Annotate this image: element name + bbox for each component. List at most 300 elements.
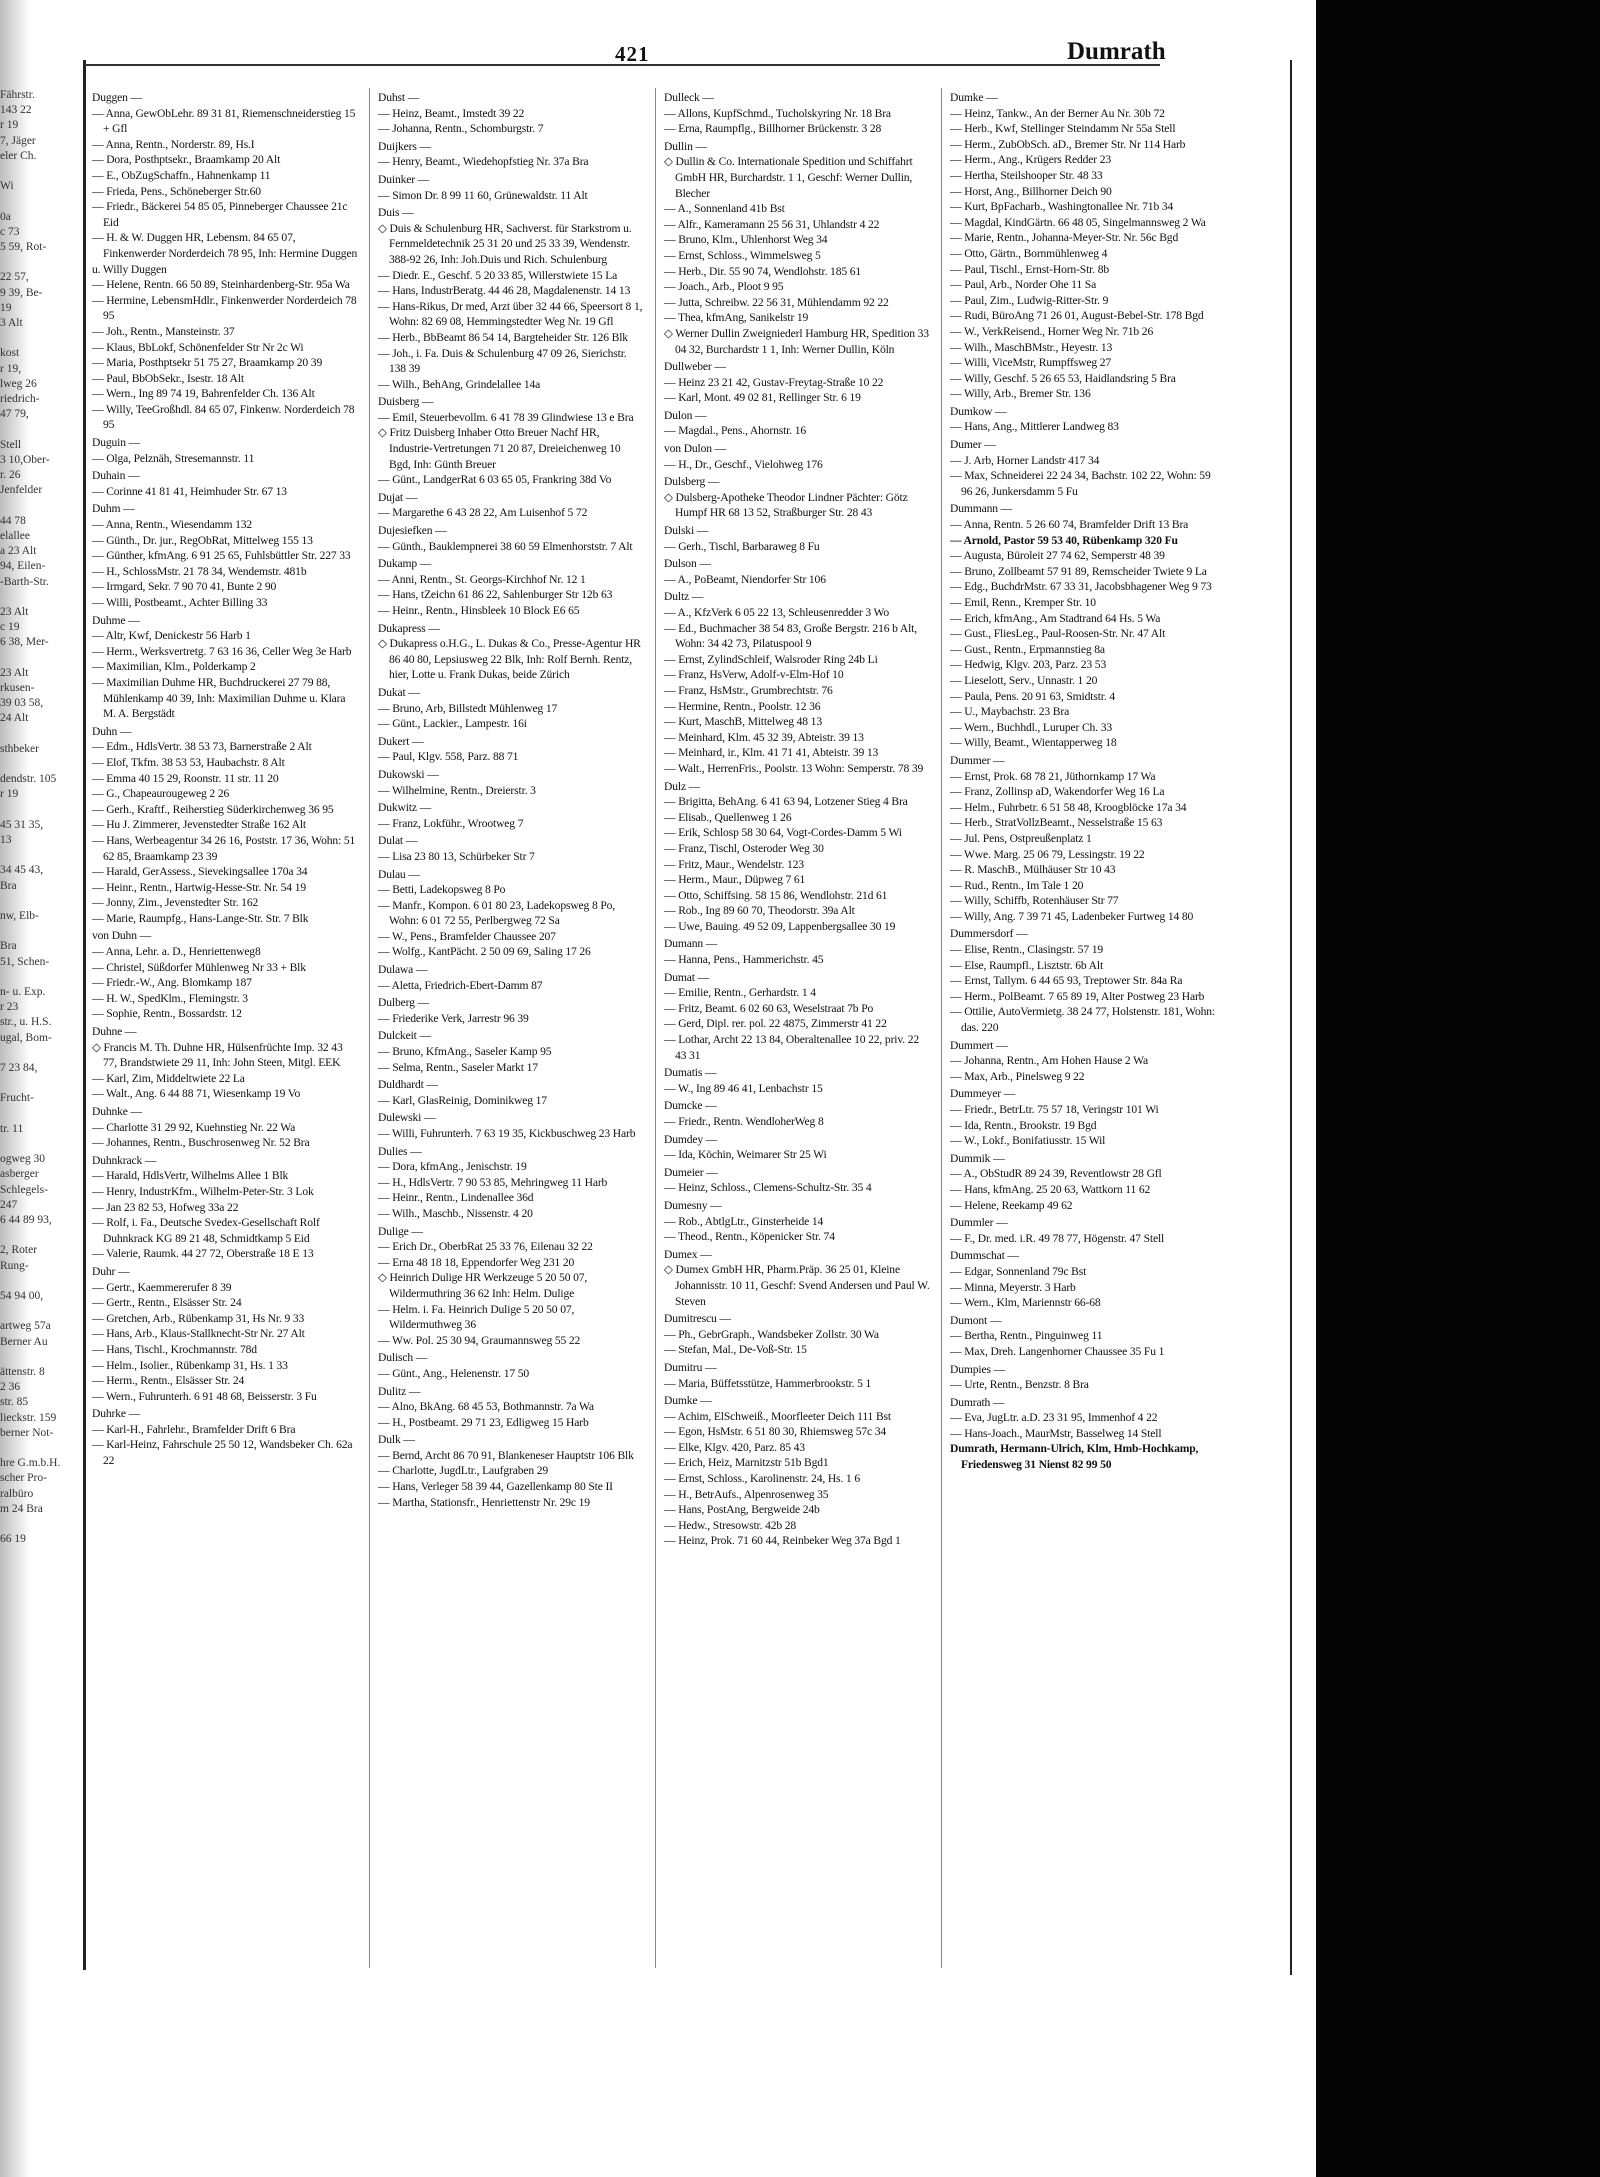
previous-page-line — [0, 164, 78, 179]
previous-page-line: 34 45 43, — [0, 864, 44, 877]
directory-entry: — J. Arb, Horner Landstr 417 34 — [950, 453, 1100, 467]
surname-heading: Dulson — — [664, 557, 711, 571]
directory-entry: — A., Sonnenland 41b Bst — [664, 202, 785, 216]
directory-entry: — Emilie, Rentn., Gerhardstr. 1 4 — [664, 986, 816, 1000]
previous-page-line — [0, 757, 78, 772]
directory-entry: — Elise, Rentn., Clasingstr. 57 19 — [950, 943, 1104, 957]
directory-entry: — Erich, Heiz, Marnitzstr 51b Bgd1 — [664, 1456, 829, 1470]
directory-entry: — Lisa 23 80 13, Schürbeker Str 7 — [378, 849, 535, 863]
directory-entry: — Paul, Arb., Norder Ohe 11 Sa — [950, 278, 1097, 292]
directory-entry: — Manfr., Kompon. 6 01 80 23, Ladekopsweg 8 Po, Wohn: 6 01 72 55, Perlbergweg 72 Sa — [378, 898, 616, 928]
surname-heading: Duhne — — [92, 1025, 137, 1039]
surname-heading: Dumann — — [664, 937, 718, 951]
previous-page-line — [0, 331, 78, 346]
directory-entry: — Magdal., Pens., Ahornstr. 16 — [664, 424, 807, 438]
directory-entry: — Willy, Schiffb, Rotenhäuser Str 77 — [950, 894, 1119, 908]
directory-entry: — Johanna, Rentn., Am Hohen Hause 2 Wa — [950, 1054, 1148, 1068]
directory-entry: — Wilh., Maschb., Nissenstr. 4 20 — [378, 1206, 533, 1220]
directory-entry: — Rob., AbtlgLtr., Ginsterheide 14 — [664, 1214, 824, 1228]
running-head: Dumrath — [1067, 38, 1166, 65]
previous-page-line: Rung- — [0, 1259, 29, 1272]
directory-entry: — Helene, Rentn. 66 50 89, Steinhardenberg-Str. 95a Wa — [92, 278, 350, 292]
surname-heading: Dulitz — — [378, 1384, 421, 1398]
directory-entry: — Herm., Ang., Krügers Redder 23 — [950, 153, 1112, 167]
scan-black-border — [1316, 0, 1600, 2177]
previous-page-line: 9 39, Be- — [0, 286, 43, 299]
surname-heading: Dummersdorf — — [950, 927, 1028, 941]
directory-entry: — Dora, kfmAng., Jenischstr. 19 — [378, 1160, 527, 1174]
previous-page-line: m 24 Bra — [0, 1502, 43, 1515]
directory-entry: — Hans, Ang., Mittlerer Landweg 83 — [950, 420, 1119, 434]
directory-entry: — Gerh., Kraftf., Reiherstieg Süderkirchenweg 36 95 — [92, 802, 334, 816]
previous-page-line: Schlegels- — [0, 1183, 48, 1196]
directory-entry: ◇ Duis & Schulenburg HR, Sachverst. für Starkstrom u. Fernmeldetechnik 25 31 20 und 25 33 39, Wendenstr. 388-92 26, Inh: Joh.Duis und Rich. Schulenburg — [378, 221, 632, 266]
directory-entry: — Simon Dr. 8 99 11 60, Grünewaldstr. 11 Alt — [378, 188, 588, 202]
directory-entry: — Allons, KupfSchmd., Tucholskyring Nr. 18 Bra — [664, 106, 891, 120]
previous-page-line: 66 19 — [0, 1533, 26, 1546]
directory-entry: — Günther, kfmAng. 6 91 25 65, Fuhlsbüttler Str. 227 33 — [92, 549, 351, 563]
previous-page-line: scher Pro- — [0, 1472, 47, 1485]
previous-page-line — [0, 1350, 78, 1365]
previous-page-line — [0, 894, 78, 909]
directory-entry: — Paul, Tischl., Ernst-Horn-Str. 8b — [950, 262, 1110, 276]
directory-entry: — Günth., Dr. jur., RegObRat, Mittelweg 155 13 — [92, 533, 313, 547]
directory-entry: — H. & W. Duggen HR, Lebensm. 84 65 07, Finkenwerder Norderdeich 78 95, Inh: Hermine Duggen — [92, 231, 358, 260]
directory-entry: — Diedr. E., Geschf. 5 20 33 85, Willerstwiete 15 La — [378, 268, 618, 282]
surname-heading: Duggen — — [92, 91, 142, 104]
directory-entry: — Wern., Ing 89 74 19, Bahrenfelder Ch. 136 Alt — [92, 387, 315, 401]
previous-page-line: 19 — [0, 301, 12, 314]
directory-entry: — F., Dr. med. i.R. 49 78 77, Högenstr. 47 Stell — [950, 1231, 1165, 1245]
directory-entry: — Fritz, Maur., Wendelstr. 123 — [664, 857, 804, 871]
directory-entry: ◇ Fritz Duisberg Inhaber Otto Breuer Nachf HR, Industrie-Vertretungen 71 20 87, Dreieichenweg 10 Bgd, Inh: Günth Breuer — [378, 426, 621, 471]
directory-entry: — Bruno, Arb, Billstedt Mühlenweg 17 — [378, 701, 558, 715]
column-separator — [941, 88, 942, 1968]
directory-entry: — Erich Dr., OberbRat 25 33 76, Eilenau 32 22 — [378, 1240, 593, 1254]
surname-heading: Dulawa — — [378, 963, 428, 977]
previous-page-line — [0, 1517, 78, 1532]
directory-entry: — Hans, kfmAng. 25 20 63, Wattkorn 11 62 — [950, 1182, 1151, 1196]
directory-entry: — Karl-H., Fahrlehr., Bramfelder Drift 6 Bra — [92, 1422, 296, 1436]
directory-entry: — Anna, GewObLehr. 89 31 81, Riemenschneiderstieg 15 + Gfl — [92, 106, 356, 136]
directory-entry: — Herm., Rentn., Elsässer Str. 24 — [92, 1374, 245, 1388]
previous-page-line: Jenfelder — [0, 484, 43, 497]
surname-heading: Dulige — — [378, 1224, 423, 1238]
directory-entry: — Wwe. Marg. 25 06 79, Lessingstr. 19 22 — [950, 847, 1145, 861]
directory-entry: — Margarethe 6 43 28 22, Am Luisenhof 5 72 — [378, 506, 588, 520]
directory-entry: — Herm., ZubObSch. aD., Bremer Str. Nr 114 Harb — [950, 137, 1186, 151]
previous-page-line: a 23 Alt — [0, 545, 37, 558]
surname-heading: Dumitru — — [664, 1360, 717, 1374]
directory-entry: — Hermine, LebensmHdlr., Finkenwerder Norderdeich 78 95 — [92, 293, 357, 323]
previous-page-line: rkusen- — [0, 681, 35, 694]
surname-heading: Dultz — — [664, 590, 704, 604]
directory-entry: — Elof, Tkfm. 38 53 53, Haubachstr. 8 Alt — [92, 755, 285, 769]
previous-page-line: 94, Eilen- — [0, 560, 46, 573]
directory-entry: — Ernst, Tallym. 6 44 65 93, Treptower Str. 84a Ra — [950, 974, 1183, 988]
directory-entry: — Bruno, Klm., Uhlenhorst Weg 34 — [664, 233, 828, 247]
directory-entry: — H., Dr., Geschf., Vielohweg 176 — [664, 457, 823, 471]
previous-page-line: 2 36 — [0, 1381, 21, 1394]
directory-entry: — Hans, Verleger 58 39 44, Gazellenkamp 80 Ste II — [378, 1480, 613, 1494]
column-separator — [655, 88, 656, 1968]
directory-entry: — Thea, kfmAng, Sanikelstr 19 — [664, 311, 809, 325]
directory-entry: — Emma 40 15 29, Roonstr. 11 str. 11 20 — [92, 771, 279, 785]
surname-heading: Dumex — — [664, 1247, 712, 1261]
directory-entry: — Theod., Rentn., Köpenicker Str. 74 — [664, 1230, 835, 1244]
directory-entry: — Ed., Buchmacher 38 54 83, Große Bergstr. 216 b Alt, Wohn: 34 42 73, Pilatuspool 9 — [664, 621, 917, 651]
directory-entry: ◇ Dullin & Co. Internationale Spedition und Schiffahrt GmbH HR, Burchardstr. 1 1, Geschf: Werner Dullin, Blecher — [664, 155, 913, 200]
directory-entry: — Günt., Ang., Helenenstr. 17 50 — [378, 1366, 530, 1380]
directory-entry: — Ernst, Schloss., Wimmelsweg 5 — [664, 248, 821, 262]
surname-heading: Duguin — — [92, 436, 141, 450]
directory-entry: — Irmgard, Sekr. 7 90 70 41, Bunte 2 90 — [92, 580, 277, 594]
previous-page-line: ralbüro — [0, 1487, 34, 1500]
directory-entry: — Paul, Zim., Ludwig-Ritter-Str. 9 — [950, 293, 1109, 307]
directory-entry: — Wern., Fuhrunterh. 6 91 48 68, Beisserstr. 3 Fu — [92, 1389, 317, 1403]
directory-entry: — Franz, HsVerw, Adolf-v-Elm-Hof 10 — [664, 668, 844, 682]
surname-heading: Dumat — — [664, 970, 709, 984]
surname-heading: Duhn — — [92, 724, 132, 738]
previous-page-line — [0, 1076, 78, 1091]
directory-entry: ◇ Dukapress o.H.G., L. Dukas & Co., Presse-Agentur HR 86 40 80, Lepsiusweg 22 Blk, Inh: Rolf Bernh. Rentz, hier, Lotte u. Frank Dukas, beide Zürich — [378, 637, 641, 682]
directory-entry: — Uwe, Bauing. 49 52 09, Lappenbergsallee 30 19 — [664, 919, 896, 933]
directory-entry: — Aletta, Friedrich-Ebert-Damm 87 — [378, 978, 543, 992]
directory-entry: — Hertha, Steilshooper Str. 48 33 — [950, 168, 1103, 182]
surname-heading: Dummik — — [950, 1151, 1005, 1165]
previous-page-line: str. 85 — [0, 1396, 29, 1409]
directory-entry: — Hans, IndustrBeratg. 44 46 28, Magdalenenstr. 14 13 — [378, 284, 631, 298]
previous-page-line — [0, 727, 78, 742]
directory-entry: — Anna, Rentn. 5 26 60 74, Bramfelder Drift 13 Bra — [950, 518, 1189, 532]
directory-entry: — Lothar, Archt 22 13 84, Oberaltenallee 10 22, priv. 22 43 31 — [664, 1033, 920, 1062]
directory-entry: — Elisab., Quellenweg 1 26 — [664, 810, 792, 824]
previous-page-line: 54 94 00, — [0, 1290, 44, 1303]
directory-entry: — Paula, Pens. 20 91 63, Smidtstr. 4 — [950, 689, 1115, 703]
previous-page-line: 7, Jäger — [0, 134, 36, 147]
surname-heading: Duhr — — [92, 1264, 130, 1278]
previous-page-line: r 19, — [0, 362, 22, 375]
directory-entry: — Wilh., MaschBMstr., Heyestr. 13 — [950, 340, 1113, 354]
surname-heading: Dummer — — [950, 753, 1005, 767]
directory-entry: — U., Maybachstr. 23 Bra — [950, 705, 1070, 719]
previous-page-line — [0, 970, 78, 985]
directory-entry: — Karl-Heinz, Fahrschule 25 50 12, Wandsbeker Ch. 62a 22 — [92, 1438, 353, 1468]
surname-heading: Dulsberg — — [664, 475, 720, 489]
directory-entry: — Joh., Rentn., Mansteinstr. 37 — [92, 324, 235, 338]
surname-heading: Dumatis — — [664, 1066, 717, 1080]
previous-page-edge — [0, 88, 78, 1958]
surname-heading: Dulau — — [378, 867, 420, 881]
directory-entry: — Rolf, i. Fa., Deutsche Svedex-Gesellschaft Rolf Duhnkrack KG 89 21 48, Schmidtkamp 5 Eid — [92, 1216, 320, 1245]
directory-entry: — Karl, Mont. 49 02 81, Rellinger Str. 6 19 — [664, 391, 861, 405]
directory-entry: ◇ Heinrich Dulige HR Werkzeuge 5 20 50 07, Wildermuthring 36 62 Inh: Helm. Dulige — [378, 1271, 588, 1300]
page-number: 421 — [615, 42, 650, 66]
directory-entry: — Friederike Verk, Jarrestr 96 39 — [378, 1011, 529, 1025]
directory-entry: — Jutta, Schreibw. 22 56 31, Mühlendamm 92 22 — [664, 295, 889, 309]
directory-entry: — Hedwig, Klgv. 203, Parz. 23 53 — [950, 658, 1107, 672]
directory-entry: — Erich, kfmAng., Am Stadtrand 64 Hs. 5 Wa — [950, 611, 1161, 625]
previous-page-line: 22 57, — [0, 271, 29, 284]
directory-entry: — Urte, Rentn., Benzstr. 8 Bra — [950, 1378, 1089, 1392]
previous-page-line — [0, 498, 78, 513]
previous-page-line: r. 26 — [0, 469, 21, 482]
directory-entry: — Hermine, Rentn., Poolstr. 12 36 — [664, 699, 821, 713]
directory-entry: — H. W., SpedKlm., Flemingstr. 3 — [92, 991, 248, 1005]
directory-entry: — Gerh., Tischl, Barbaraweg 8 Fu — [664, 539, 820, 553]
previous-page-line: c 73 — [0, 225, 20, 238]
previous-page-line — [0, 1228, 78, 1243]
previous-page-line — [0, 194, 78, 209]
directory-entry: — Frieda, Pens., Schöneberger Str.60 — [92, 184, 261, 198]
directory-entry: — Heinr., Rentn., Lindenallee 36d — [378, 1191, 534, 1205]
directory-entry: — Günt., Lackier., Lampestr. 16i — [378, 717, 527, 731]
surname-heading: Dullin — — [664, 139, 707, 153]
directory-entry: — Bertha, Rentn., Pinguinweg 11 — [950, 1329, 1103, 1343]
directory-entry: — Willi, ViceMstr, Rumpffsweg 27 — [950, 356, 1112, 370]
previous-page-line: -Barth-Str. — [0, 575, 49, 588]
directory-entry: — Friedr., BetrLtr. 75 57 18, Veringstr 101 Wi — [950, 1103, 1159, 1116]
directory-entry: — Ph., GebrGraph., Wandsbeker Zollstr. 30 Wa — [664, 1327, 879, 1341]
previous-page-line — [0, 651, 78, 666]
surname-heading: Dukamp — — [378, 557, 432, 571]
previous-page-line: r 19 — [0, 788, 19, 801]
directory-entry: — Hans, Tischl., Krochmannstr. 78d — [92, 1342, 257, 1356]
surname-heading: Duhst — — [378, 91, 420, 104]
directory-entry: — Wern., Buchhdl., Luruper Ch. 33 — [950, 720, 1112, 734]
directory-entry: — Rud., Rentn., Im Tale 1 20 — [950, 878, 1084, 892]
directory-entry: — Paul, BbObSekr., Isestr. 18 Alt — [92, 371, 244, 385]
directory-entry: — Minna, Meyerstr. 3 Harb — [950, 1280, 1076, 1294]
directory-entry: — Sophie, Rentn., Bossardstr. 12 — [92, 1007, 242, 1021]
previous-page-line — [0, 1441, 78, 1456]
directory-entry: — Elke, Klgv. 420, Parz. 85 43 — [664, 1440, 805, 1454]
directory-entry: — Ida, Rentn., Brookstr. 19 Bgd — [950, 1118, 1097, 1132]
directory-entry: — Lieselott, Serv., Unnastr. 1 20 — [950, 673, 1098, 687]
directory-entry: — Egon, HsMstr. 6 51 80 30, Rhiemsweg 57c 34 — [664, 1425, 887, 1439]
previous-page-line: 39 03 58, — [0, 697, 44, 710]
directory-entry: — Heinz, Tankw., An der Berner Au Nr. 30b 72 — [950, 106, 1165, 120]
surname-heading: Dumesny — — [664, 1198, 722, 1212]
directory-entry: u. Willy Duggen — [92, 262, 167, 276]
surname-heading: Dujat — — [378, 490, 418, 504]
directory-entry: — Marie, Rentn., Johanna-Meyer-Str. Nr. 56c Bgd — [950, 231, 1179, 245]
surname-heading: Dulon — — [664, 408, 707, 422]
directory-entry: — Heinz 23 21 42, Gustav-Freytag-Straße 10 22 — [664, 375, 884, 389]
previous-page-line: r 23 — [0, 1001, 19, 1014]
previous-page-line: 7 23 84, — [0, 1062, 38, 1074]
directory-entry: — H., SchlossMstr. 21 78 34, Wendemstr. 481b — [92, 564, 307, 578]
previous-page-line: sthbeker — [0, 742, 39, 755]
previous-page-line: 6 38, Mer- — [0, 636, 49, 649]
surname-heading: Dukwitz — — [378, 801, 432, 815]
directory-entry: — Willy, TeeGroßhdl. 84 65 07, Finkenw. Norderdeich 78 95 — [92, 402, 355, 432]
surname-heading: Dulisch — — [378, 1351, 428, 1365]
surname-heading: Dujesiefken — — [378, 524, 447, 538]
directory-entry: ◇ Dulsberg-Apotheke Theodor Lindner Pächter: Götz Humpf HR 68 13 52, Straßburger Str. 28 43 — [664, 490, 908, 520]
directory-entry: — Magdal, KindGärtn. 66 48 05, Singelmannsweg 2 Wa — [950, 215, 1206, 229]
surname-heading: Dummler — — [950, 1216, 1008, 1230]
directory-entry: — Arnold, Pastor 59 53 40, Rübenkamp 320 Fu — [950, 533, 1178, 547]
directory-entry: — Bruno, KfmAng., Saseler Kamp 95 — [378, 1045, 552, 1059]
directory-entry: — Achim, ElSchweiß., Moorfleeter Deich 111 Bst — [664, 1409, 891, 1423]
directory-entry: — Else, Raumpfl., Lisztstr. 6b Alt — [950, 958, 1104, 972]
surname-heading: Dumcke — — [664, 1099, 717, 1113]
directory-entry: — Augusta, Büroleit 27 74 62, Semperstr 48 39 — [950, 549, 1165, 563]
previous-page-line: berner Not- — [0, 1426, 54, 1439]
directory-entry: — A., KfzVerk 6 05 22 13, Schleusenredder 3 Wo — [664, 606, 890, 619]
previous-page-line — [0, 1107, 78, 1122]
surname-heading: Duhnke — — [92, 1105, 142, 1118]
directory-entry: Dumrath, Hermann-Ulrich, Klm, Hmb-Hochkamp, Friedensweg 31 Nienst 82 99 50 — [950, 1442, 1199, 1472]
directory-entry: — Ida, Köchin, Weimarer Str 25 Wi — [664, 1148, 827, 1162]
previous-page-line — [0, 1304, 78, 1319]
directory-entry: — Edm., HdlsVertr. 38 53 73, Barnerstraße 2 Alt — [92, 740, 312, 754]
directory-entry: — Ernst, Schloss., Karolinenstr. 24, Hs. 1 6 — [664, 1472, 860, 1486]
directory-entry: — Anni, Rentn., St. Georgs-Kirchhof Nr. 12 1 — [378, 572, 586, 586]
directory-entry: — Heinz, Beamt., Imstedt 39 22 — [378, 106, 525, 120]
directory-entry: — A., PoBeamt, Niendorfer Str 106 — [664, 572, 826, 586]
directory-entry: — Brigitta, BehAng. 6 41 63 94, Lotzener Stieg 4 Bra — [664, 795, 908, 809]
directory-column-1 — [92, 88, 358, 1968]
previous-page-line: ugal, Bom- — [0, 1031, 52, 1044]
directory-entry: — Wilh., BehAng, Grindelallee 14a — [378, 377, 541, 391]
directory-entry: — Herb., Kwf, Stellinger Steindamm Nr 55a Stell — [950, 122, 1176, 136]
directory-entry: — Franz, HsMstr., Grumbrechtstr. 76 — [664, 683, 833, 697]
previous-page-line — [0, 1274, 78, 1289]
directory-entry: — Wern., Klm, Mariennstr 66-68 — [950, 1296, 1101, 1310]
directory-entry: — Bruno, Zollbeamt 57 91 89, Remscheider Twiete 9 La — [950, 564, 1207, 578]
directory-entry: — Herb., Dir. 55 90 74, Wendlohstr. 185 61 — [664, 264, 862, 278]
directory-entry: — Joh., i. Fa. Duis & Schulenburg 47 09 26, Sierichstr. 138 39 — [378, 346, 627, 376]
directory-entry: — Erna, Raumpflg., Billhorner Brückenstr. 3 28 — [664, 122, 882, 136]
directory-entry: — Selma, Rentn., Saseler Markt 17 — [378, 1060, 538, 1074]
directory-entry: — Günth., Bauklempnerei 38 60 59 Elmenhorststr. 7 Alt — [378, 539, 633, 553]
surname-heading: Dulies — — [378, 1144, 422, 1158]
directory-entry: — Emil, Steuerbevollm. 6 41 78 39 Glindwiese 13 e Bra — [378, 410, 634, 424]
directory-entry: — Altr, Kwf, Denickestr 56 Harb 1 — [92, 629, 251, 643]
surname-heading: Dulk — — [378, 1433, 415, 1447]
surname-heading: Duinker — — [378, 172, 430, 186]
directory-entry: — Günt., LandgerRat 6 03 65 05, Frankring 38d Vo — [378, 473, 612, 487]
directory-entry: — Edgar, Sonnenland 79c Bst — [950, 1264, 1087, 1278]
directory-entry: — Erna 48 18 18, Eppendorfer Weg 231 20 — [378, 1255, 575, 1269]
surname-heading: Dulski — — [664, 524, 709, 538]
directory-entry: — Helm., Fuhrbetr. 6 51 58 48, Kroogblöcke 17a 34 — [950, 800, 1187, 814]
previous-page-line: Frucht- — [0, 1092, 34, 1105]
surname-heading: Duldhardt — — [378, 1078, 438, 1092]
directory-entry: — W., Lokf., Bonifatiusstr. 15 Wil — [950, 1134, 1106, 1148]
previous-page-line: hre G.m.b.H. — [0, 1457, 61, 1470]
directory-entry: — Max, Arb., Pinelsweg 9 22 — [950, 1069, 1085, 1083]
directory-entry: — Franz, Lokführ., Wrootweg 7 — [378, 816, 524, 830]
surname-heading: Dulewski — — [378, 1111, 436, 1125]
previous-page-line: 51, Schen- — [0, 955, 50, 968]
directory-entry: — H., Postbeamt. 29 71 23, Edligweg 15 Harb — [378, 1415, 589, 1429]
directory-entry: — Jan 23 82 53, Hofweg 33a 22 — [92, 1200, 239, 1214]
directory-entry: — Johanna, Rentn., Schomburgstr. 7 — [378, 122, 544, 136]
previous-page-line: n- u. Exp. — [0, 985, 46, 998]
directory-entry: — Jul. Pens, Ostpreußenplatz 1 — [950, 831, 1092, 845]
directory-entry: — Hans, Werbeagentur 34 26 16, Poststr. 17 36, Wohn: 51 62 85, Braamkamp 23 39 — [92, 833, 356, 863]
previous-page-line: 5 59, Rot- — [0, 241, 47, 254]
previous-page-line — [0, 590, 78, 605]
surname-heading: Dulz — — [664, 779, 701, 793]
previous-page-line: r 19 — [0, 119, 19, 132]
directory-entry: — Willi, Fuhrunterh. 7 63 19 35, Kickbuschweg 23 Harb — [378, 1127, 636, 1140]
directory-entry: — Walt., Ang. 6 44 88 71, Wiesenkamp 19 Vo — [92, 1087, 301, 1101]
directory-entry: — Herm., PolBeamt. 7 65 89 19, Alter Postweg 23 Harb — [950, 989, 1205, 1003]
directory-entry: — Wolfg., KantPächt. 2 50 09 69, Saling 17 26 — [378, 945, 591, 959]
surname-heading: Dukapress — — [378, 621, 440, 635]
previous-page-line — [0, 803, 78, 818]
directory-entry: — Betti, Ladekopsweg 8 Po — [378, 883, 506, 897]
previous-page-line: lieckstr. 159 — [0, 1411, 57, 1424]
directory-entry: — W., Pens., Bramfelder Chaussee 207 — [378, 929, 556, 943]
previous-page-line: 24 Alt — [0, 712, 29, 725]
directory-entry: — Willy, Ang. 7 39 71 45, Ladenbeker Furtweg 14 80 — [950, 909, 1194, 923]
directory-entry: — Rob., Ing 89 60 70, Theodorstr. 39a Alt — [664, 904, 855, 918]
surname-heading: Duhrke — — [92, 1407, 141, 1421]
previous-page-line: artweg 57a — [0, 1320, 51, 1333]
previous-page-line: riedrich- — [0, 393, 40, 406]
directory-entry: — Erik, Schlosp 58 30 64, Vogt-Cordes-Damm 5 Wi — [664, 826, 902, 840]
directory-entry: — Meinhard, ir., Klm. 41 71 41, Abteistr. 39 13 — [664, 746, 879, 760]
directory-column-4 — [950, 88, 1216, 1968]
directory-entry: — A., ObStudR 89 24 39, Reventlowstr 28 Gfl — [950, 1167, 1162, 1181]
directory-entry: — E., ObZugSchaffn., Hahnenkamp 11 — [92, 168, 271, 182]
directory-entry: — H., HdlsVertr. 7 90 53 85, Mehringweg 11 Harb — [378, 1175, 608, 1189]
surname-heading: Dumitrescu — — [664, 1312, 731, 1326]
directory-entry: — Paul, Klgv. 558, Parz. 88 71 — [378, 750, 519, 764]
directory-entry: — Walt., HerrenFris., Poolstr. 13 Wohn: Semperstr. 78 39 — [664, 761, 924, 775]
directory-entry: — Emil, Renn., Kremper Str. 10 — [950, 596, 1096, 609]
directory-entry: — Karl, GlasReinig, Dominikweg 17 — [378, 1093, 547, 1107]
previous-page-line: kost — [0, 347, 20, 360]
surname-heading: Dullweber — — [664, 360, 726, 374]
directory-entry: — Anna, Rentn., Norderstr. 89, Hs.I — [92, 137, 255, 151]
directory-entry: — Anna, Lehr. a. D., Henriettenweg8 — [92, 945, 261, 959]
directory-entry: — Meinhard, Klm. 45 32 39, Abteistr. 39 13 — [664, 730, 864, 744]
previous-page-line: asberger — [0, 1168, 39, 1181]
previous-page-line: Bra — [0, 879, 17, 892]
previous-page-line: 6 44 89 93, — [0, 1214, 52, 1227]
directory-entry: — Hans, PostAng, Bergweide 24b — [664, 1503, 820, 1517]
directory-entry: — Hans, Arb., Klaus-Stallknecht-Str Nr. 27 Alt — [92, 1327, 305, 1341]
directory-entry: — Friedr., Rentn. WendloherWeg 8 — [664, 1115, 824, 1128]
directory-entry: — Willy, Beamt., Wientapperweg 18 — [950, 736, 1117, 750]
surname-heading: Dummeyer — — [950, 1087, 1016, 1101]
directory-entry: — Willy, Geschf. 5 26 65 53, Haidlandsring 5 Bra — [950, 371, 1176, 385]
surname-heading: Duijkers — — [378, 139, 431, 153]
surname-heading: Dumke — — [950, 91, 998, 104]
directory-entry: — Stefan, Mal., De-Voß-Str. 15 — [664, 1343, 807, 1357]
directory-entry: — G., Chapeaurougeweg 2 26 — [92, 787, 230, 801]
surname-heading: Dumke — — [664, 1394, 712, 1408]
directory-entry: — Bernd, Archt 86 70 91, Blankeneser Hauptstr 106 Blk — [378, 1448, 634, 1462]
directory-entry: — Hedw., Stresowstr. 42b 28 — [664, 1518, 797, 1532]
previous-page-line: 143 22 — [0, 104, 32, 117]
directory-entry: — Gerd, Dipl. rer. pol. 22 4875, Zimmerstr 41 22 — [664, 1017, 887, 1031]
previous-page-line: Berner Au — [0, 1335, 48, 1348]
surname-heading: Duhain — — [92, 469, 140, 483]
directory-entry: — R. MaschB., Mülhäuser Str 10 43 — [950, 863, 1116, 877]
surname-heading: Dulleck — — [664, 91, 714, 104]
previous-page-line: 44 78 — [0, 514, 26, 527]
directory-entry: — Alno, BkAng. 68 45 53, Bothmannstr. 7a Wa — [378, 1400, 594, 1414]
directory-entry: — Herb., StratVollzBeamt., Nesselstraße 15 63 — [950, 816, 1163, 830]
directory-entry: — Rudi, BüroAng 71 26 01, August-Bebel-Str. 178 Bgd — [950, 309, 1204, 323]
